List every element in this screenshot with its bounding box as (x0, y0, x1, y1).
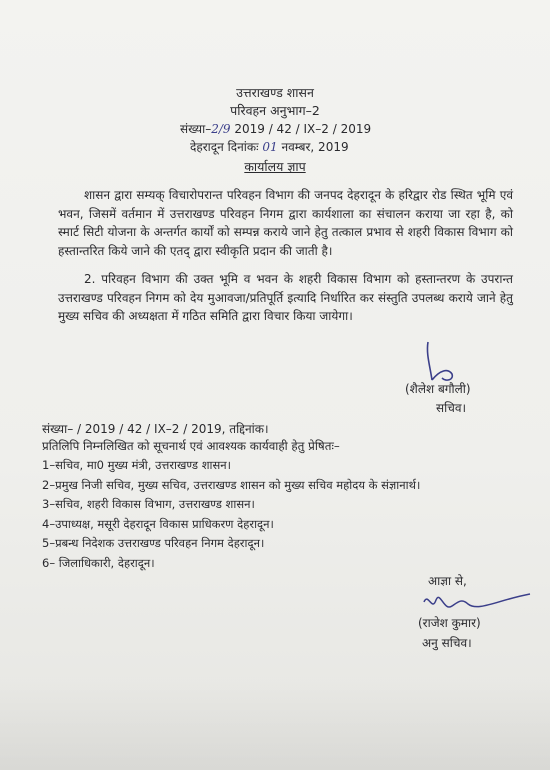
office-memo-title: कार्यालय ज्ञाप (244, 159, 306, 174)
reference-handwritten: 2/9 (211, 122, 231, 136)
page-shadow (0, 680, 550, 770)
copy-intro: प्रतिलिपि निम्नलिखित को सूचनार्थ एवं आवश्यक कार्यवाही हेतु प्रेषितः– (42, 439, 340, 453)
list-item: 3–सचिव, शहरी विकास विभाग, उत्तराखण्ड शासन। (42, 497, 255, 511)
reference-suffix: 2019 / 42 / IX–2 / 2019 (234, 122, 372, 136)
list-item: 1–सचिव, मा0 मुख्य मंत्री, उत्तराखण्ड शासन। (42, 458, 232, 472)
date-suffix: नवम्बर, 2019 (281, 140, 349, 154)
government-heading: उत्तराखण्ड शासन (236, 85, 314, 100)
reference-number (180, 120, 371, 137)
list-item: 2–प्रमुख निजी सचिव, मुख्य सचिव, उत्तराखण्ड शासन को मुख्य सचिव महोदय के संज्ञानार्थ। (42, 477, 421, 492)
signatory-2-name: (राजेश कुमार) (418, 616, 481, 630)
paragraph-2 (58, 270, 513, 326)
list-item: 4–उपाध्यक्ष, मसूरी देहरादून विकास प्राधिकरण देहरादून। (42, 516, 274, 531)
date-handwritten: 01 (262, 140, 278, 154)
paragraph-1-text: शासन द्वारा सम्यक् विचारोपरान्त परिवहन विभाग की जनपद देहरादून के हरिद्वार रोड स्थित भूमि एवं भवन, जिसमें वर्तमान में उत्तराखण्ड परिवहन निगम द्वारा कार्यशाला का संचालन कराया जा रहा है, को स्मार्ट सिटी योजना के अन्तर्गत कार्यों को सम्पन्न कराये जाने हेतु तत्काल प्रभाव से शहरी विकास विभाग को हस्तान्तरित किये जाने की एतद् द्वारा स्वीकृति प्रदान की जाती है। (58, 188, 513, 258)
signatory-1-name: (शैलेश बगौली) (405, 382, 471, 396)
date-prefix: देहरादून दिनांकः (190, 140, 259, 154)
order-by: आज्ञा से, (428, 574, 467, 588)
document-date (190, 138, 349, 155)
paragraph-2-number: 2. (84, 272, 96, 286)
recipient-list (42, 456, 420, 573)
signatory-2-designation: अनु सचिव। (422, 636, 472, 650)
signatory-1-designation: सचिव। (436, 401, 467, 415)
list-item: 5–प्रबन्ध निदेशक उत्तराखण्ड परिवहन निगम देहरादून। (42, 536, 265, 550)
paragraph-1 (58, 186, 513, 260)
paragraph-2-text: परिवहन विभाग की उक्त भूमि व भवन के शहरी विकास विभाग को हस्तान्तरण के उपरान्त उत्तराखण्ड परिवहन निगम को देय मुआवजा/प्रतिपूर्ति इत्यादि निर्धारित कर संस्तुति उपलब्ध कराये जाने हेतु मुख्य सचिव की अध्यक्षता में गठित समिति द्वारा विचार किया जायेगा। (58, 272, 513, 324)
copy-reference: संख्या– / 2019 / 42 / IX–2 / 2019, तद्दिनांक। (42, 422, 269, 436)
reference-prefix: संख्या– (180, 122, 212, 136)
list-item: 6– जिलाधिकारी, देहरादून। (42, 555, 155, 570)
department-heading: परिवहन अनुभाग–2 (230, 103, 320, 118)
